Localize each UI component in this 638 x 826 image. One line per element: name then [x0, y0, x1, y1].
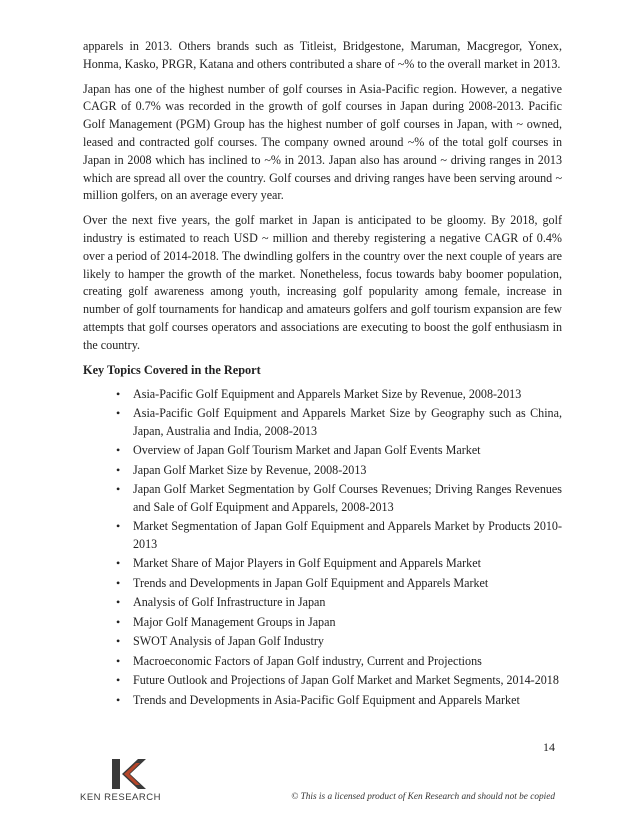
- key-topics-heading: Key Topics Covered in the Report: [83, 362, 261, 377]
- list-item: • Major Golf Management Groups in Japan: [116, 614, 562, 632]
- list-item: • Trends and Developments in Asia-Pacific Golf Equipment and Apparels Market: [116, 692, 562, 710]
- list-item: • Asia-Pacific Golf Equipment and Apparels Market Size by Revenue, 2008-2013: [116, 386, 562, 404]
- paragraph: Japan has one of the highest number of golf courses in Asia-Pacific region. However, a negative CAGR of 0.7% was recorded in the growth of golf courses in Japan during 2008-2013. Pacific Golf Management (PGM) Group has the highest number of golf courses in Japan, with ~ owned, leased and contracted golf courses. The company owned around ~% of the total golf courses in Japan in 2008 which has inclined to ~% in 2013. Japan also has around ~ driving ranges in 2013 which are spread all over the country. Golf courses and driving ranges have been serving around ~ million golfers, on an average every year.: [83, 81, 562, 203]
- logo-text: KEN RESEARCH: [80, 792, 161, 803]
- list-item: • Future Outlook and Projections of Japan Golf Market and Market Segments, 2014-2018: [116, 672, 562, 690]
- list-item: • Trends and Developments in Japan Golf Equipment and Apparels Market: [116, 575, 562, 593]
- list-item: • Japan Golf Market Segmentation by Golf Courses Revenues; Driving Ranges Revenues and Sale of Golf Equipment and Apparels, 2008-2013: [116, 481, 562, 516]
- paragraph: Over the next five years, the golf market in Japan is anticipated to be gloomy. By 2018, golf industry is estimated to reach USD ~ million and thereby registering a negative CAGR of 0.4% over a period of 2014-2018. The dwindling golfers in the country over the next couple of years are likely to hamper the growth of the market. Nonetheless, focus towards baby boomer population, creating golf awareness among youth, increasing golf popularity among female, increase in number of golf tournaments for handicap and amateurs golfers and golf tourism expansion are few attempts that golf courses operators and associations are executing to boost the golf enthusiasm in the country.: [83, 213, 562, 352]
- copyright-note: © This is a licensed product of Ken Research and should not be copied: [291, 792, 555, 802]
- page-content: [83, 38, 562, 711]
- list-item: • Macroeconomic Factors of Japan Golf industry, Current and Projections: [116, 653, 562, 671]
- list-item: • Asia-Pacific Golf Equipment and Apparels Market Size by Geography such as China, Japan, Australia and India, 2008-2013: [116, 405, 562, 440]
- list-item: • Market Segmentation of Japan Golf Equipment and Apparels Market by Products 2010-2013: [116, 518, 562, 553]
- page-number: 14: [543, 740, 555, 754]
- list-item: • Overview of Japan Golf Tourism Market and Japan Golf Events Market: [116, 442, 562, 460]
- list-item: • Japan Golf Market Size by Revenue, 2008-2013: [116, 462, 562, 480]
- list-item: • Analysis of Golf Infrastructure in Japan: [116, 594, 562, 612]
- paragraph: apparels in 2013. Others brands such as Titleist, Bridgestone, Maruman, Macgregor, Yonex, Honma, Kasko, PRGR, Katana and others contributed a share of ~% to the overall market in 2013.: [83, 39, 562, 71]
- key-topics-list: [83, 386, 562, 710]
- list-item: • Market Share of Major Players in Golf Equipment and Apparels Market: [116, 555, 562, 573]
- list-item: • SWOT Analysis of Japan Golf Industry: [116, 633, 562, 651]
